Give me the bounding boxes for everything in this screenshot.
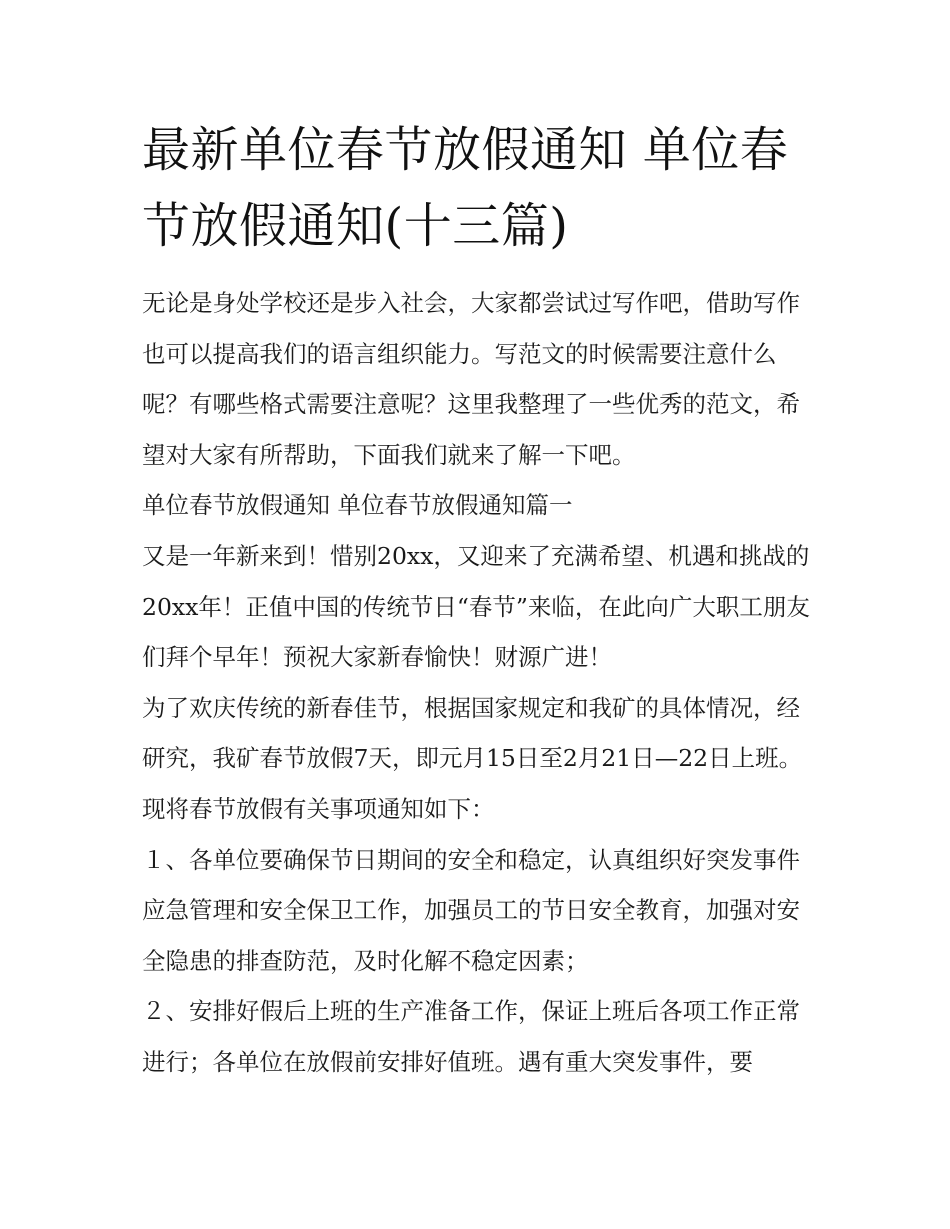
- section-heading: 单位春节放假通知 单位春节放假通知篇一: [142, 491, 573, 520]
- holiday-schedule-paragraph: 为了欢庆传统的新春佳节，根据国家规定和我矿的具体情况，经研究，我矿春节放假7天，即元月15日至2月21日—22日上班。 现将春节放假有关事项通知如下：: [142, 693, 803, 823]
- intro-paragraph: 无论是身处学校还是步入社会，大家都尝试过写作吧，借助写作也可以提高我们的语言组织能力。写范文的时候需要注意什么呢？有哪些格式需要注意呢？这里我整理了一些优秀的范文，希望对大家有所帮助，下面我们就来了解一下吧。: [142, 289, 800, 469]
- document-page: [142, 112, 814, 1088]
- notice-item-1: １、各单位要确保节日期间的安全和稳定，认真组织好突发事件应急管理和安全保卫工作，加强员工的节日安全教育，加强对安全隐患的排查防范，及时化解不稳定因素；: [142, 845, 800, 975]
- document-title: 最新单位春节放假通知 单位春节放假通知(十三篇): [142, 122, 789, 254]
- greeting-paragraph: 又是一年新来到！惜别20xx，又迎来了充满希望、机遇和挑战的20xx年！正值中国的传统节日“春节”来临，在此向广大职工朋友们拜个早年！预祝大家新春愉快！财源广进！: [142, 541, 810, 672]
- notice-item-2: ２、安排好假后上班的生产准备工作，保证上班后各项工作正常进行；各单位在放假前安排好值班。遇有重大突发事件，要: [142, 997, 800, 1076]
- document-body: [142, 278, 814, 1088]
